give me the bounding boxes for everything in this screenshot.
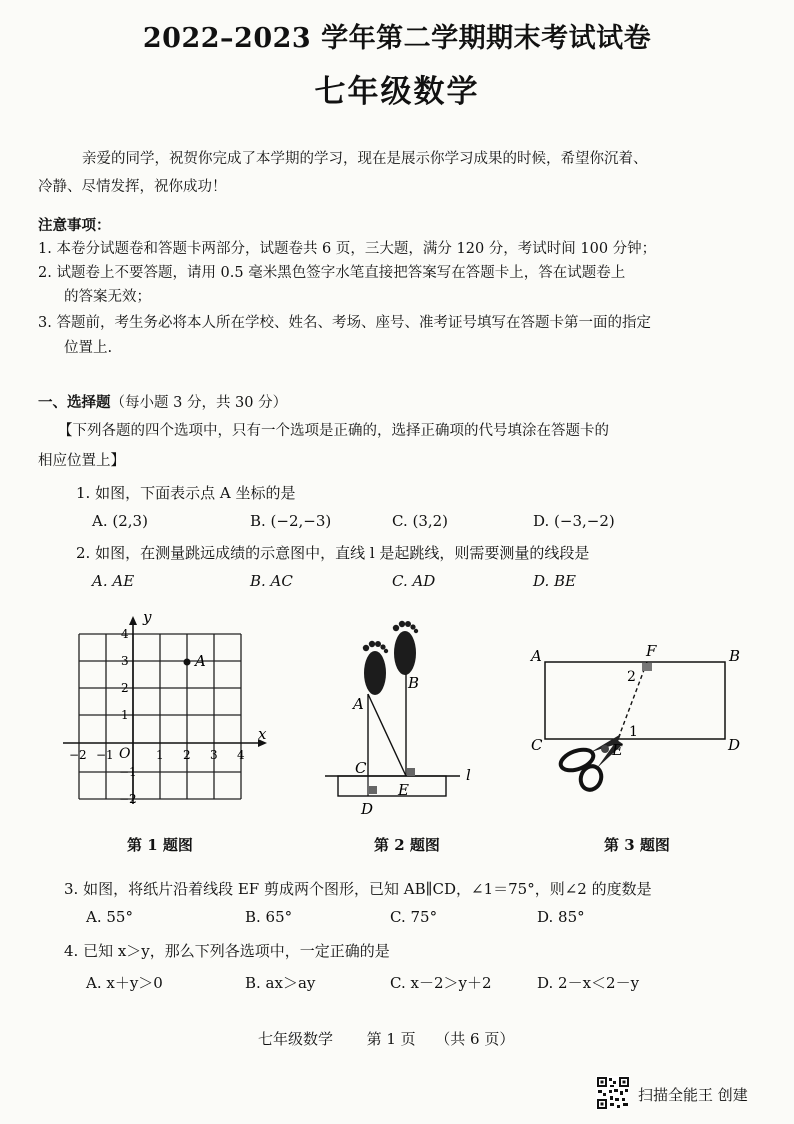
q3-option-d: D. 85° bbox=[537, 908, 585, 926]
label-e: E bbox=[612, 741, 623, 759]
y-axis-label: y bbox=[143, 608, 152, 626]
angle-labels bbox=[627, 669, 638, 740]
grid-lines bbox=[79, 634, 241, 799]
label-b: B bbox=[729, 647, 741, 665]
notice-item-3: 3. 答题前，考生务必将本人所在学校、姓名、考场、座号、准考证号填写在答题卡第一面的指定 bbox=[38, 315, 651, 331]
notice-item-3-cont: 位置上. bbox=[64, 340, 113, 356]
x-tick-labels bbox=[69, 748, 245, 762]
q1-option-b: B. (−2,−3) bbox=[250, 512, 332, 530]
angle-1-label: 1 bbox=[629, 724, 638, 740]
notice-item-2: 2. 试题卷上不要答题，请用 0.5 毫米黑色签字水笔直接把答案写在答题卡上，答在试题卷上 bbox=[38, 265, 626, 281]
q4-option-d: D. 2－x＜2－y bbox=[537, 974, 640, 992]
segment-ae bbox=[368, 694, 406, 776]
q2-option-c: C. AD bbox=[392, 572, 436, 590]
x-tick-label: −1 bbox=[96, 748, 114, 762]
q4-option-a: A. x＋y＞0 bbox=[86, 974, 163, 992]
section-instruction: 【下列各题的四个选项中，只有一个选项是正确的，选择正确项的代号填涂在答题卡的 bbox=[58, 423, 609, 439]
y-tick-label: 1 bbox=[121, 708, 129, 722]
figure-1-coordinate-grid bbox=[55, 608, 285, 812]
angle-2-label: 2 bbox=[627, 669, 636, 685]
x-tick-label: 1 bbox=[156, 748, 164, 762]
figure-2-caption: 第 2 题图 bbox=[374, 836, 440, 854]
figure-3-caption: 第 3 题图 bbox=[604, 836, 670, 854]
figure-3-labels bbox=[529, 642, 740, 759]
q3-option-b: B. 65° bbox=[245, 908, 293, 926]
q1-option-a: A. (2,3) bbox=[92, 512, 148, 530]
watermark-text: 扫描全能王 创建 bbox=[638, 1086, 748, 1104]
q3-option-a: A. 55° bbox=[86, 908, 133, 926]
x-tick-label: 2 bbox=[183, 748, 191, 762]
angle-2-mark bbox=[642, 663, 652, 671]
q3-option-c: C. 75° bbox=[390, 908, 438, 926]
notice-heading: 注意事项： bbox=[38, 217, 111, 234]
q2-option-d: D. BE bbox=[533, 572, 577, 590]
page-footer bbox=[258, 1028, 514, 1049]
qr-code-icon bbox=[596, 1076, 630, 1110]
label-f: F bbox=[646, 642, 657, 660]
footer-page-number: 第 1 页 bbox=[366, 1030, 416, 1048]
section-title: 一、选择题 bbox=[38, 394, 111, 411]
footer-subject: 七年级数学 bbox=[258, 1030, 334, 1048]
y-axis-arrow bbox=[129, 616, 137, 625]
x-tick-label: 4 bbox=[237, 748, 245, 762]
notice-item-2-cont: 的答案无效； bbox=[64, 289, 151, 305]
left-footprint bbox=[364, 651, 386, 695]
x-tick-label: −2 bbox=[69, 748, 87, 762]
label-l: l bbox=[466, 766, 471, 784]
figure-1-caption: 第 1 题图 bbox=[127, 836, 193, 854]
y-tick-label: −2 bbox=[119, 792, 137, 806]
section-instruction-cont: 相应位置上】 bbox=[38, 453, 125, 469]
label-c: C bbox=[531, 736, 543, 754]
label-d: D bbox=[361, 800, 374, 818]
label-a: A bbox=[531, 647, 542, 665]
q2-option-b: B. AC bbox=[250, 572, 293, 590]
intro-line-2: 冷静、尽情发挥，祝你成功！ bbox=[38, 179, 227, 195]
y-tick-label: −1 bbox=[119, 765, 137, 779]
point-a-label: A bbox=[195, 652, 206, 670]
section-score-note: （每小题 3 分，共 30 分） bbox=[110, 395, 288, 411]
label-d: D bbox=[728, 736, 741, 754]
q1-option-c: C. (3,2) bbox=[392, 512, 449, 530]
section-heading bbox=[38, 396, 287, 411]
question-1-stem: 1. 如图，下面表示点 A 坐标的是 bbox=[76, 484, 296, 502]
footer-total-pages: （共 6 页） bbox=[435, 1030, 515, 1048]
x-tick-label: 3 bbox=[210, 748, 218, 762]
figure-3-cut-paper bbox=[525, 636, 755, 806]
figure-2-long-jump bbox=[320, 618, 480, 818]
question-3-stem: 3. 如图，将纸片沿着线段 EF 剪成两个图形，已知 AB∥CD，∠1＝75°，则∠2 的度数是 bbox=[64, 880, 652, 898]
exam-subject-title: 七年级数学 bbox=[314, 74, 480, 110]
exam-title: 2022–2023 学年第二学期期末考试试卷 bbox=[142, 23, 652, 54]
question-4-stem: 4. 已知 x＞y，那么下列各选项中，一定正确的是 bbox=[64, 942, 390, 960]
label-e: E bbox=[398, 781, 409, 799]
question-2-stem: 2. 如图，在测量跳远成绩的示意图中，直线 l 是起跳线，则需要测量的线段是 bbox=[76, 544, 590, 562]
takeoff-board bbox=[338, 776, 446, 796]
q1-option-d: D. (−3,−2) bbox=[533, 512, 615, 530]
y-tick-label: 2 bbox=[121, 681, 129, 695]
x-axis-label: x bbox=[258, 725, 267, 743]
q2-option-a: A. AE bbox=[92, 572, 135, 590]
y-tick-labels bbox=[119, 627, 137, 806]
label-a: A bbox=[353, 695, 364, 713]
origin-label: O bbox=[119, 746, 131, 762]
label-b: B bbox=[408, 674, 420, 692]
right-footprint bbox=[394, 631, 416, 675]
right-angle-mark bbox=[407, 768, 415, 776]
label-c: C bbox=[355, 759, 367, 777]
point-a-marker bbox=[184, 659, 191, 666]
q4-option-b: B. ax＞ay bbox=[245, 974, 316, 992]
y-tick-label: 3 bbox=[121, 654, 129, 668]
intro-line-1: 亲爱的同学，祝贺你完成了本学期的学习，现在是展示你学习成果的时候，希望你沉着、 bbox=[82, 151, 648, 167]
right-angle-mark bbox=[369, 786, 377, 794]
y-tick-label: 4 bbox=[121, 627, 129, 641]
notice-item-1: 1. 本卷分试题卷和答题卡两部分，试题卷共 6 页，三大题，满分 120 分，考试时间 100 分钟； bbox=[38, 241, 657, 257]
q4-option-c: C. x－2＞y＋2 bbox=[390, 974, 492, 992]
